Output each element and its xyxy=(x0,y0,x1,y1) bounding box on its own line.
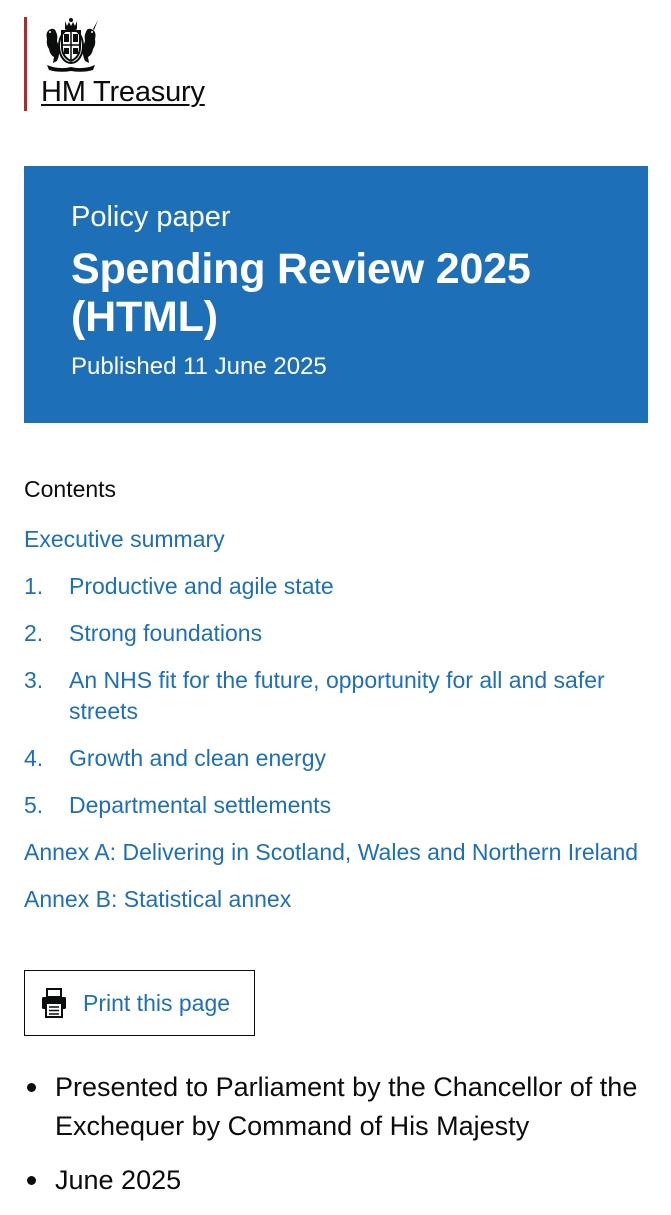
document-type: Policy paper xyxy=(71,201,231,233)
metadata-date: June 2025 xyxy=(24,1161,648,1200)
contents-item-number: 5. xyxy=(24,792,44,818)
contents-link-annex-b[interactable]: Annex B: Statistical annex xyxy=(24,886,292,912)
contents-item-1 xyxy=(24,571,648,602)
contents-list xyxy=(24,524,648,915)
metadata-list xyxy=(24,1068,648,1215)
contents-item-number: 3. xyxy=(24,667,44,693)
contents-link-growth-and-clean-energy[interactable]: Growth and clean energy xyxy=(69,745,326,771)
title-banner xyxy=(24,166,648,423)
contents-item-4 xyxy=(24,743,648,774)
contents-item-annex-b xyxy=(24,884,648,915)
contents-link-executive-summary[interactable]: Executive summary xyxy=(24,526,225,552)
contents-navigation xyxy=(24,474,648,931)
contents-item-number: 2. xyxy=(24,620,44,646)
contents-heading: Contents xyxy=(24,476,117,502)
print-page-label: Print this page xyxy=(83,990,231,1016)
organisation-name[interactable]: HM Treasury xyxy=(41,76,205,108)
metadata-presented: Presented to Parliament by the Chancellor of the Exchequer by Command of His Majesty xyxy=(24,1068,648,1146)
contents-item-3 xyxy=(24,665,648,727)
printer-icon xyxy=(41,988,67,1018)
contents-item-executive-summary xyxy=(24,524,648,555)
contents-link-departmental-settlements[interactable]: Departmental settlements xyxy=(69,792,332,818)
royal-coat-of-arms-icon xyxy=(41,17,101,73)
contents-item-2 xyxy=(24,618,648,649)
published-date: Published 11 June 2025 xyxy=(71,353,327,380)
contents-link-nhs-opportunity-safer-streets[interactable]: An NHS fit for the future, opportunity for all and safer streets xyxy=(69,667,605,724)
contents-link-productive-and-agile-state[interactable]: Productive and agile state xyxy=(69,573,334,599)
contents-item-5 xyxy=(24,790,648,821)
print-page-button[interactable] xyxy=(24,970,255,1036)
contents-link-annex-a[interactable]: Annex A: Delivering in Scotland, Wales and Northern Ireland xyxy=(24,839,639,865)
contents-link-strong-foundations[interactable]: Strong foundations xyxy=(69,620,263,646)
contents-item-annex-a xyxy=(24,837,648,868)
page-title: Spending Review 2025 (HTML) xyxy=(71,245,531,341)
contents-item-number: 4. xyxy=(24,745,44,771)
organisation-logo-link[interactable] xyxy=(24,17,205,111)
contents-item-number: 1. xyxy=(24,573,44,599)
